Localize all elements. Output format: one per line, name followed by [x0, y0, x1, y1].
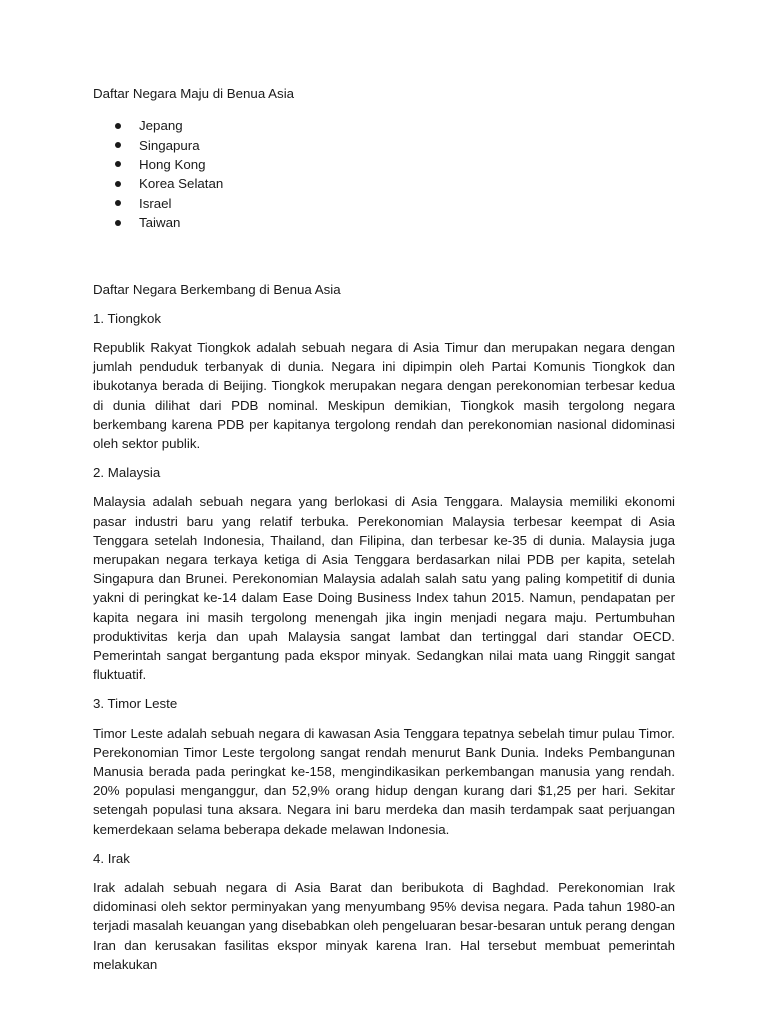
section-heading-tiongkok: 1. Tiongkok — [93, 310, 162, 326]
bullet-icon — [115, 142, 121, 148]
bullet-icon — [115, 220, 121, 226]
country-name: Hong Kong — [139, 156, 206, 172]
developing-countries-heading: Daftar Negara Berkembang di Benua Asia — [93, 281, 341, 297]
country-name: Taiwan — [139, 215, 181, 231]
developed-countries-list — [93, 116, 675, 232]
section-heading-irak: 4. Irak — [93, 850, 130, 866]
section-text-tiongkok: Republik Rakyat Tiongkok adalah sebuah negara di Asia Timur dan merupakan negara dengan jumlah penduduk terbanyak di dunia. Negara ini dipimpin oleh Partai Komunis Tiongkok dan ibukotanya berada di Beijing. Tiongkok merupakan negara dengan perekonomian terbesar kedua di dunia dilihat dari PDB nominal. Meskipun demikian, Tiongkok masih tergolong negara berkembang karena PDB per kapitanya tergolong rendah dan perekonomian nasional didominasi oleh sektor publik. — [93, 339, 675, 451]
country-name: Jepang — [139, 118, 183, 134]
country-name: Israel — [139, 195, 172, 211]
bullet-icon — [115, 123, 121, 129]
section-text-timor-leste: Timor Leste adalah sebuah negara di kawasan Asia Tenggara tepatnya sebelah timur pulau Timor. Perekonomian Timor Leste tergolong sangat rendah menurut Bank Dunia. Indeks Pembangunan Manusia berada pada peringkat ke-158, mengindikasikan perkembangan manusia yang rendah. 20% populasi menganggur, dan 52,9% orang hidup dengan kurang dari $1,25 per hari. Sekitar setengah populasi tuna aksara. Negara ini baru merdeka dan masih terdampak saat perjuangan kemerdekaan selama beberapa dekade melawan Indonesia. — [93, 725, 675, 837]
country-name: Singapura — [139, 137, 200, 153]
list-item — [93, 213, 675, 232]
section-text-irak: Irak adalah sebuah negara di Asia Barat dan beribukota di Baghdad. Perekonomian Irak didominasi oleh sektor perminyakan yang menyumbang 95% devisa negara. Pada tahun 1980-an terjadi masalah keuangan yang disebabkan oleh pengeluaran besar-besaran untuk perang dengan Iran dan kerusakan fasilitas ekspor minyak karena Iran. Hal tersebut membuat pemerintah melakukan — [93, 880, 675, 972]
section-heading-malaysia: 2. Malaysia — [93, 465, 161, 481]
list-item — [93, 116, 675, 135]
list-item — [93, 136, 675, 155]
country-name: Korea Selatan — [139, 176, 224, 192]
section-heading-timor-leste: 3. Timor Leste — [93, 696, 178, 712]
bullet-icon — [115, 181, 121, 187]
list-item — [93, 174, 675, 193]
developed-countries-heading: Daftar Negara Maju di Benua Asia — [93, 86, 295, 101]
list-item — [93, 194, 675, 213]
bullet-icon — [115, 200, 121, 206]
section-text-malaysia: Malaysia adalah sebuah negara yang berlokasi di Asia Tenggara. Malaysia memiliki ekonomi pasar industri baru yang relatif terbuka. Perekonomian Malaysia terbesar keempat di Asia Tenggara setelah Indonesia, Thailand, dan Filipina, dan terbesar ke-35 di dunia. Malaysia juga merupakan negara terkaya ketiga di Asia Tenggara berdasarkan nilai PDB per kapita, setelah Singapura dan Brunei. Perekonomian Malaysia adalah salah satu yang paling kompetitif di dunia yakni di peringkat ke-14 dalam Ease Doing Business Index tahun 2015. Namun, pendapatan per kapita negara ini masih tergolong menengah jika ingin menjadi negara maju. Pertumbuhan produktivitas kerja dan upah Malaysia sangat lambat dan tertinggal dari standar OECD. Pemerintah sangat bergantung pada ekspor minyak. Sedangkan nilai mata uang Ringgit sangat fluktuatif. — [93, 494, 675, 683]
list-item — [93, 155, 675, 174]
bullet-icon — [115, 161, 121, 167]
